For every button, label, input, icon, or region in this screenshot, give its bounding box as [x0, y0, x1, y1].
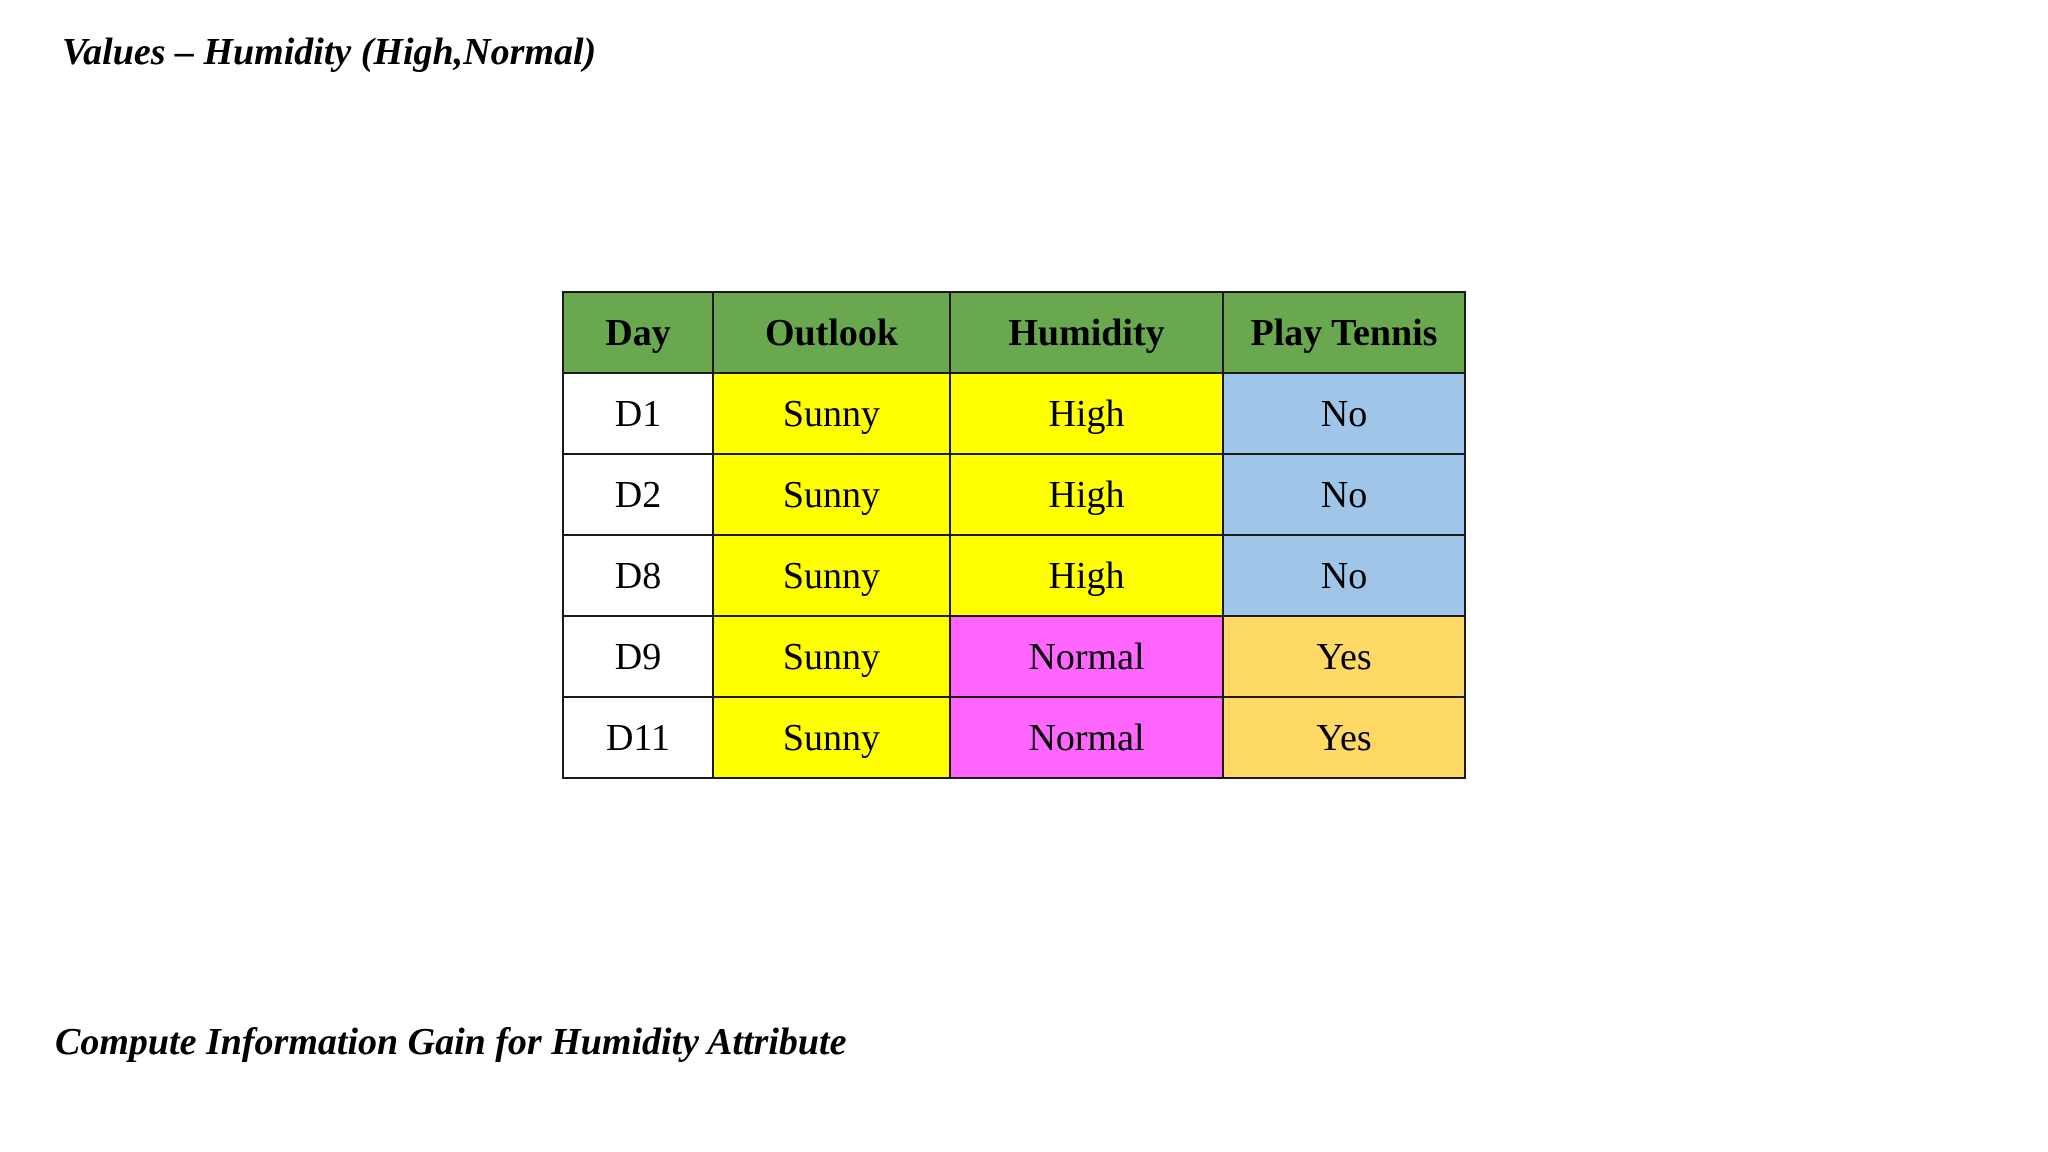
table-row — [563, 616, 1465, 697]
cell-play-tennis: Yes — [1223, 697, 1465, 778]
header-outlook: Outlook — [713, 292, 950, 373]
cell-play-tennis: No — [1223, 373, 1465, 454]
cell-day: D1 — [563, 373, 713, 454]
slide-footer: Compute Information Gain for Humidity Attribute — [55, 1021, 847, 1063]
slide-title: Values – Humidity (High,Normal) — [62, 31, 597, 73]
cell-outlook: Sunny — [713, 373, 950, 454]
cell-day: D11 — [563, 697, 713, 778]
cell-play-tennis: No — [1223, 454, 1465, 535]
cell-outlook: Sunny — [713, 697, 950, 778]
cell-day: D2 — [563, 454, 713, 535]
cell-outlook: Sunny — [713, 454, 950, 535]
cell-outlook: Sunny — [713, 535, 950, 616]
table-header-row — [563, 292, 1465, 373]
play-tennis-table — [562, 291, 1466, 779]
cell-humidity: High — [950, 535, 1223, 616]
cell-day: D9 — [563, 616, 713, 697]
cell-outlook: Sunny — [713, 616, 950, 697]
table-row — [563, 697, 1465, 778]
cell-play-tennis: Yes — [1223, 616, 1465, 697]
table-row — [563, 454, 1465, 535]
header-day: Day — [563, 292, 713, 373]
cell-play-tennis: No — [1223, 535, 1465, 616]
table-row — [563, 373, 1465, 454]
header-humidity: Humidity — [950, 292, 1223, 373]
cell-day: D8 — [563, 535, 713, 616]
cell-humidity: High — [950, 454, 1223, 535]
cell-humidity: Normal — [950, 697, 1223, 778]
header-play-tennis: Play Tennis — [1223, 292, 1465, 373]
cell-humidity: Normal — [950, 616, 1223, 697]
cell-humidity: High — [950, 373, 1223, 454]
table-row — [563, 535, 1465, 616]
